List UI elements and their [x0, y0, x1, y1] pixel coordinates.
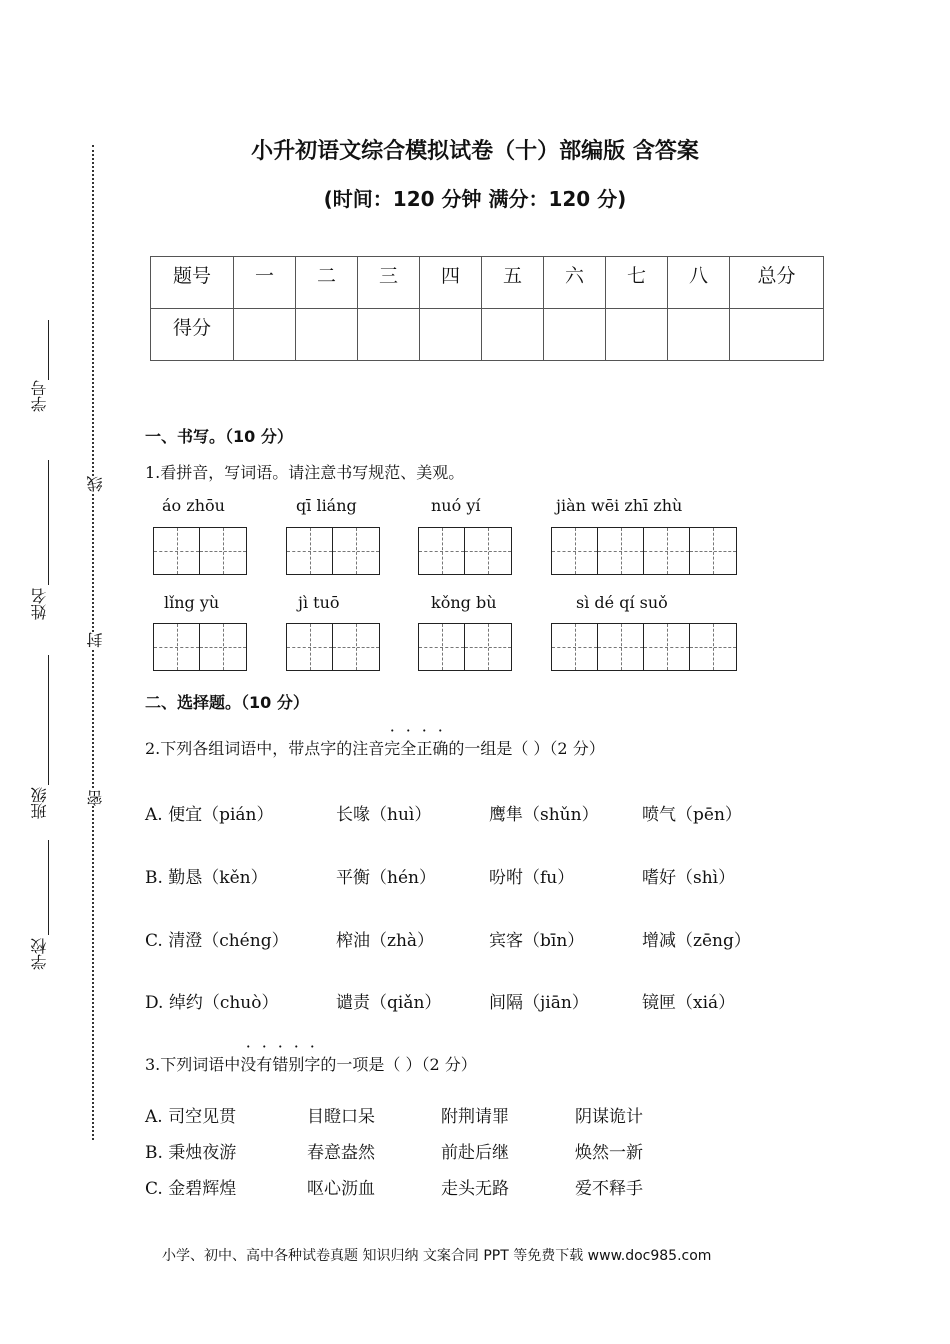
score-input-cell[interactable]: [482, 309, 544, 361]
dotted-char: 别: [288, 1055, 305, 1074]
grid-cell[interactable]: [419, 528, 465, 574]
q2-word: 间隔（jiān）: [489, 993, 589, 1013]
grid-cell[interactable]: [598, 528, 644, 574]
score-row-label: 得分: [151, 309, 234, 361]
q3-word: 走头无路: [441, 1179, 509, 1199]
student-name-line: [48, 460, 49, 585]
pinyin-label: lǐng yù: [164, 593, 220, 612]
score-table-header-row: [151, 257, 824, 309]
dotted-char: 完: [384, 739, 401, 758]
grid-cell[interactable]: [690, 624, 736, 670]
score-table-score-row: [151, 309, 824, 361]
page-title: 小升初语文综合模拟试卷（十）部编版 含答案: [251, 139, 699, 164]
writing-grid[interactable]: [418, 527, 512, 575]
q2-option[interactable]: B. 勤恳（kěn）: [145, 868, 268, 888]
grid-cell[interactable]: [552, 624, 598, 670]
question-3-dotted: [240, 1055, 320, 1074]
score-input-cell[interactable]: [420, 309, 482, 361]
score-input-cell[interactable]: [296, 309, 358, 361]
q3-word: 前赴后继: [441, 1143, 509, 1163]
dotted-char: 有: [256, 1055, 273, 1074]
writing-grid[interactable]: [551, 623, 737, 671]
grid-cell[interactable]: [154, 528, 200, 574]
q2-word: 增减（zēng）: [642, 931, 751, 951]
question-2-dotted: [384, 739, 448, 758]
q2-word: 鹰隼（shǔn）: [489, 805, 599, 825]
page-subtitle: (时间：120 分钟 满分：120 分): [323, 187, 627, 211]
q3-word: 目瞪口呆: [307, 1107, 375, 1127]
question-2-post: 的一组是（ ）（2 分）: [448, 739, 605, 758]
question-2-text: [145, 736, 605, 759]
score-header-cell: 总分: [730, 257, 824, 309]
q3-word: 附荆请罪: [441, 1107, 509, 1127]
class-label: 班级: [30, 787, 49, 819]
grid-cell[interactable]: [333, 624, 379, 670]
score-header-cell: 六: [544, 257, 606, 309]
q3-word: 春意盎然: [307, 1143, 375, 1163]
question-2-pre: 2.下列各组词语中，带点字的注音: [145, 739, 385, 758]
grid-cell[interactable]: [287, 528, 333, 574]
grid-cell[interactable]: [690, 528, 736, 574]
student-id-line: [48, 320, 49, 380]
pinyin-label: jì tuō: [298, 593, 340, 612]
question-3-post: 的一项是（ ）（2 分）: [320, 1055, 477, 1074]
q2-word: 长喙（huì）: [336, 805, 432, 825]
score-input-cell[interactable]: [544, 309, 606, 361]
pinyin-label: kǒng bù: [431, 593, 497, 612]
q3-word: 焕然一新: [575, 1143, 643, 1163]
score-header-cell: 三: [358, 257, 420, 309]
writing-grid[interactable]: [286, 527, 380, 575]
grid-cell[interactable]: [644, 528, 690, 574]
school-line: [48, 840, 49, 935]
pinyin-label: áo zhōu: [162, 496, 225, 515]
page-footer: 小学、初中、高中各种试卷真题 知识归纳 文案合同 PPT 等免费下载 www.doc985.com: [162, 1248, 712, 1264]
score-header-cell: 题号: [151, 257, 234, 309]
dotted-char: 全: [400, 739, 417, 758]
pinyin-label: qī liáng: [296, 496, 357, 515]
writing-grid[interactable]: [551, 527, 737, 575]
score-header-cell: 四: [420, 257, 482, 309]
student-name-label: 姓名: [30, 588, 49, 620]
q2-word: 榨油（zhà）: [336, 931, 435, 951]
score-input-cell[interactable]: [234, 309, 296, 361]
writing-grid[interactable]: [153, 623, 247, 671]
score-header-cell: 二: [296, 257, 358, 309]
writing-grid[interactable]: [418, 623, 512, 671]
q2-word: 嗜好（shì）: [642, 868, 736, 888]
writing-grid[interactable]: [153, 527, 247, 575]
student-id-label: 学号: [30, 380, 49, 412]
class-line: [48, 655, 49, 785]
dotted-char: 没: [240, 1055, 257, 1074]
q3-word: 阴谋诡计: [575, 1107, 643, 1127]
pinyin-label: jiàn wēi zhī zhù: [556, 496, 683, 515]
grid-cell[interactable]: [465, 624, 511, 670]
q2-word: 喷气（pēn）: [642, 805, 742, 825]
score-input-cell[interactable]: [730, 309, 824, 361]
section1-heading: 一、书写。（10 分）: [145, 427, 293, 446]
pinyin-label: nuó yí: [431, 496, 481, 515]
score-input-cell[interactable]: [606, 309, 668, 361]
q3-option[interactable]: B. 秉烛夜游: [145, 1143, 237, 1163]
writing-grid[interactable]: [286, 623, 380, 671]
q3-option[interactable]: A. 司空见贯: [145, 1107, 237, 1127]
grid-cell[interactable]: [154, 624, 200, 670]
q2-word: 吩咐（fu）: [489, 868, 575, 888]
dotted-char: 错: [272, 1055, 289, 1074]
dotted-char: 字: [304, 1055, 321, 1074]
score-table: [150, 256, 824, 361]
score-header-cell: 五: [482, 257, 544, 309]
q2-word: 谴责（qiǎn）: [336, 993, 442, 1013]
score-header-cell: 七: [606, 257, 668, 309]
grid-cell[interactable]: [419, 624, 465, 670]
q2-word: 镜匣（xiá）: [642, 993, 736, 1013]
grid-cell[interactable]: [598, 624, 644, 670]
dotted-char: 正: [416, 739, 433, 758]
q3-option[interactable]: C. 金碧辉煌: [145, 1179, 237, 1199]
question-3-text: [145, 1052, 477, 1075]
grid-cell[interactable]: [200, 528, 246, 574]
grid-cell[interactable]: [200, 624, 246, 670]
score-input-cell[interactable]: [668, 309, 730, 361]
grid-cell[interactable]: [333, 528, 379, 574]
q2-word: 平衡（hén）: [336, 868, 436, 888]
seal-word-secret: 密: [86, 790, 105, 806]
score-header-cell: 八: [668, 257, 730, 309]
seal-word-line: 线: [86, 476, 105, 492]
grid-cell[interactable]: [287, 624, 333, 670]
q3-word: 爱不释手: [575, 1179, 643, 1199]
section2-heading: 二、选择题。（10 分）: [145, 693, 309, 712]
question-3-pre: 3.下列词语中: [145, 1055, 241, 1074]
q2-option[interactable]: D. 绰约（chuò）: [145, 993, 279, 1013]
q2-word: 宾客（bīn）: [489, 931, 585, 951]
score-input-cell[interactable]: [358, 309, 420, 361]
q2-option[interactable]: C. 清澄（chéng）: [145, 931, 289, 951]
q2-option[interactable]: A. 便宜（pián）: [145, 805, 274, 825]
dotted-char: 确: [432, 739, 449, 758]
grid-cell[interactable]: [644, 624, 690, 670]
school-label: 学校: [30, 938, 49, 970]
grid-cell[interactable]: [552, 528, 598, 574]
q3-word: 呕心沥血: [307, 1179, 375, 1199]
score-header-cell: 一: [234, 257, 296, 309]
pinyin-label: sì dé qí suǒ: [576, 593, 668, 612]
seal-word-seal: 封: [86, 632, 105, 648]
grid-cell[interactable]: [465, 528, 511, 574]
question-1-text: 1.看拼音，写词语。请注意书写规范、美观。: [145, 463, 465, 482]
